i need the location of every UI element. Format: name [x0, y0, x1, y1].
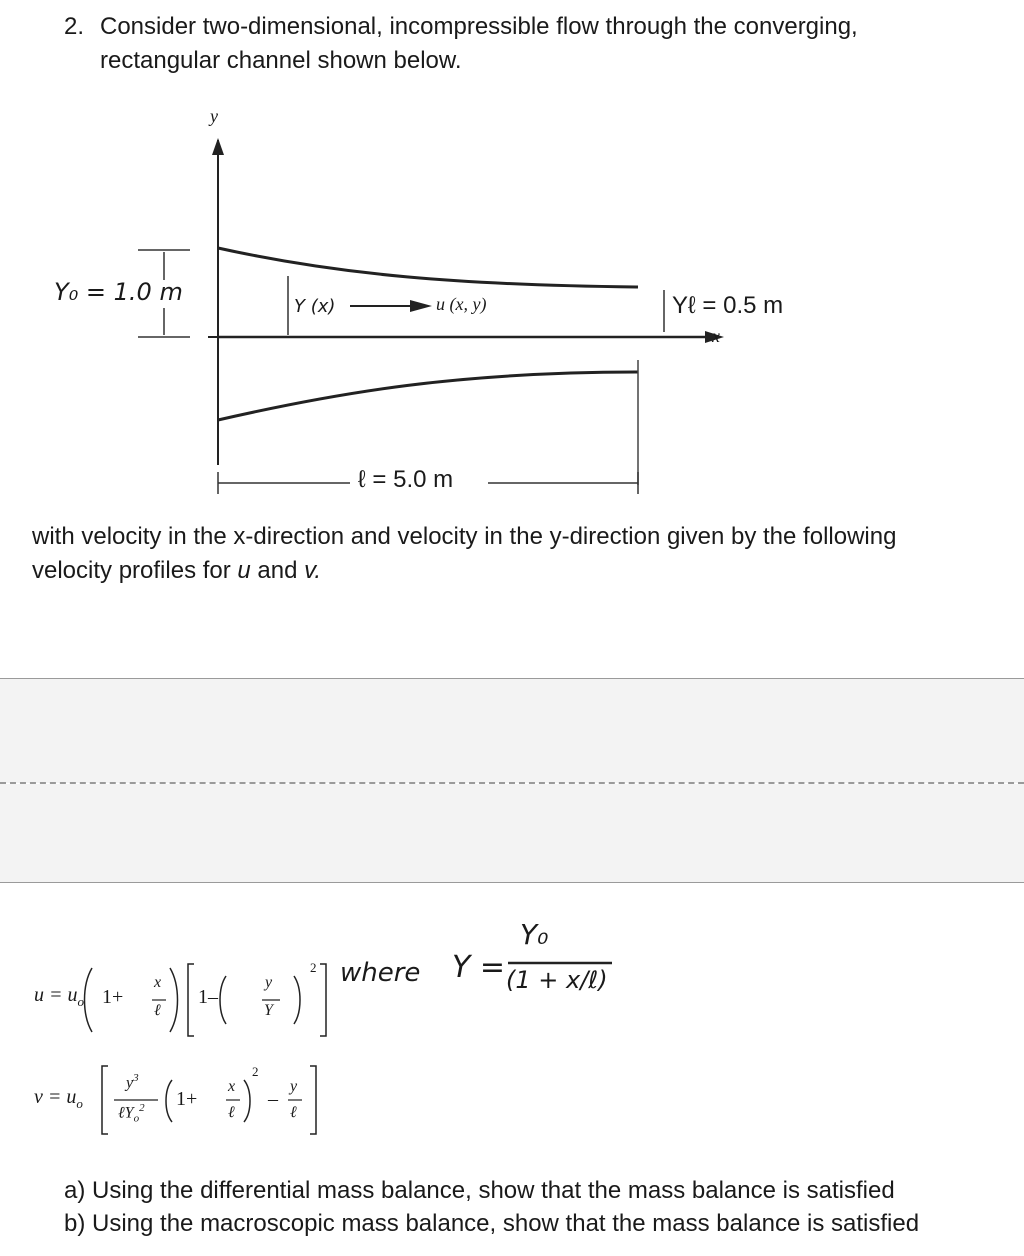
u-arrow-head	[410, 300, 432, 312]
length-label: ℓ = 5.0 m	[358, 466, 454, 493]
y-equals: Y =	[452, 950, 505, 985]
where-label: where	[340, 958, 421, 988]
question-line-2: rectangular channel shown below.	[100, 47, 462, 74]
gray-band-bottom	[0, 784, 1024, 883]
top-wall	[218, 248, 638, 287]
channel-figure	[40, 100, 840, 500]
u-lhs: u = u	[34, 984, 78, 1006]
u-label: u (x, y)	[436, 294, 487, 314]
v-lhs: v = u	[34, 1086, 77, 1108]
yl-label: Yℓ = 0.5 m	[672, 292, 784, 319]
bottom-wall	[218, 372, 638, 420]
y0-label: Y₀ = 1.0 m	[54, 278, 183, 306]
y-of-x-label: Y (x)	[294, 296, 336, 317]
x-axis-label: x	[712, 326, 720, 346]
question-line-1: Consider two-dimensional, incompressible flow through the converging,	[100, 13, 858, 40]
part-b: b) Using the macroscopic mass balance, show that the mass balance is satisfied	[64, 1210, 920, 1237]
y-axis-label: y	[210, 106, 218, 126]
y-axis-arrow	[212, 138, 224, 155]
gray-band-top	[0, 678, 1024, 783]
part-a: a) Using the differential mass balance, show that the mass balance is satisfied	[64, 1177, 895, 1204]
body-v: v.	[304, 557, 322, 584]
u-equation: $u = u_o$ 1+ x ℓ 1– y Y 2	[34, 940, 344, 1050]
u-lhs-sub: o	[77, 994, 84, 1009]
y-numerator: Y₀	[520, 918, 549, 951]
body-line-2	[32, 554, 321, 588]
body-line-1: with velocity in the x-direction and velocity in the y-direction given by the following	[32, 523, 897, 550]
body-and: and	[250, 557, 305, 584]
v-equation: $v = u_o$ $y^3$ ℓY$_o^2$ 1+ x ℓ 2 – y ℓ	[34, 1050, 344, 1150]
body-u: u	[237, 557, 251, 584]
question-number: 2.	[64, 13, 85, 40]
y-denominator: (1 + x/ℓ)	[506, 966, 608, 994]
body-line-2-prefix: velocity profiles for	[32, 557, 238, 584]
v-lhs-sub: o	[76, 1096, 83, 1111]
